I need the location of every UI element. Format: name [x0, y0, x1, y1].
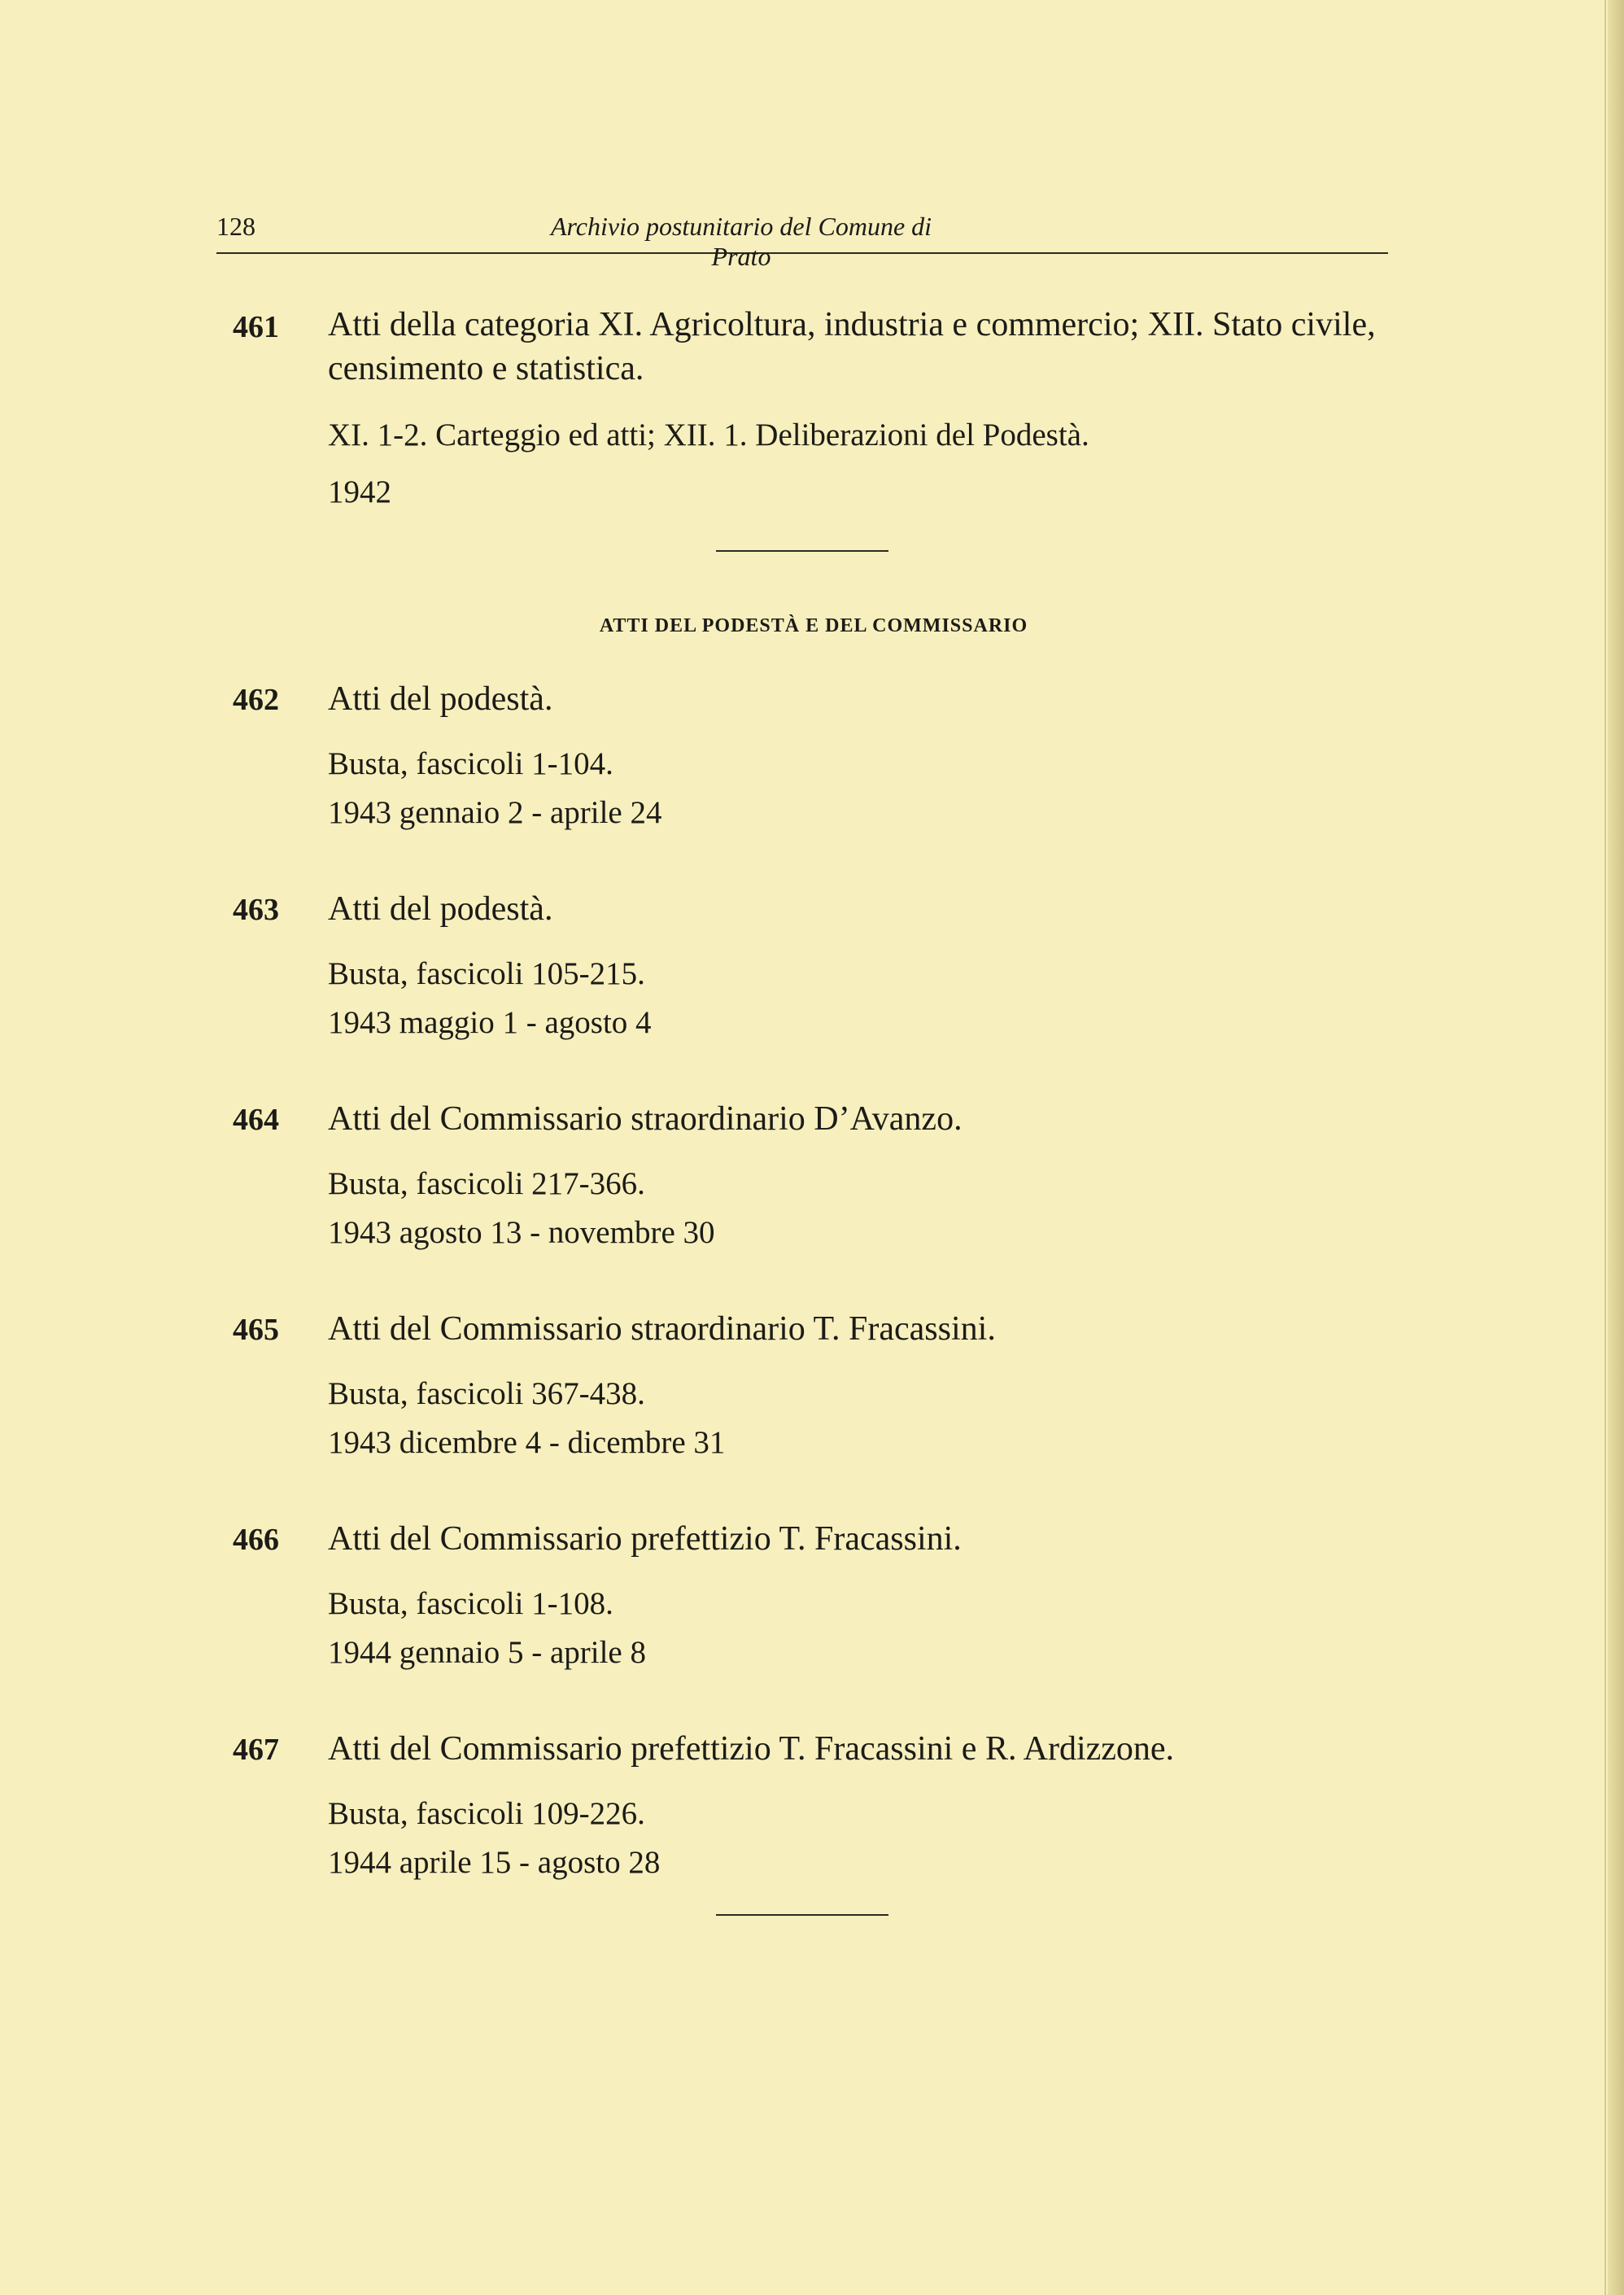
entry-number: 461: [233, 310, 279, 344]
section-heading: ATTI DEL PODESTÀ E DEL COMMISSARIO: [599, 615, 1028, 636]
entry-description: XI. 1-2. Carteggio ed atti; XII. 1. Deliberazioni del Podestà.: [328, 417, 1089, 452]
entry-number: 465: [233, 1313, 279, 1347]
entry-date: 1944 gennaio 5 - aprile 8: [328, 1635, 646, 1670]
entry-number: 466: [233, 1523, 279, 1557]
entry-title: Atti del Commissario prefettizio T. Fracassini.: [328, 1520, 962, 1558]
entry-description: Busta, fascicoli 1-104.: [328, 746, 613, 781]
entry-title: Atti del podestà.: [328, 680, 553, 718]
entry-description: Busta, fascicoli 217-366.: [328, 1166, 645, 1201]
entry-date: 1943 gennaio 2 - aprile 24: [328, 795, 662, 830]
entry-number: 467: [233, 1733, 279, 1767]
entry-title: Atti del podestà.: [328, 890, 553, 928]
entry-date: 1944 aprile 15 - agosto 28: [328, 1845, 661, 1880]
running-title: Archivio postunitario del Comune di Prato: [550, 212, 932, 271]
entry-date: 1943 dicembre 4 - dicembre 31: [328, 1425, 726, 1460]
entry-description: Busta, fascicoli 105-215.: [328, 956, 645, 991]
entry-title: Atti del Commissario prefettizio T. Fracassini e R. Ardizzone.: [328, 1730, 1175, 1768]
entry-title: Atti del Commissario straordinario T. Fracassini.: [328, 1310, 996, 1348]
entry-description: Busta, fascicoli 109-226.: [328, 1796, 645, 1831]
entry-description: Busta, fascicoli 367-438.: [328, 1376, 645, 1411]
page-header: [216, 210, 1388, 271]
entry-date: 1942: [328, 474, 391, 509]
entry-number: 462: [233, 683, 279, 717]
entry-title: Atti del Commissario straordinario D’Avanzo.: [328, 1100, 963, 1138]
entry-description: Busta, fascicoli 1-108.: [328, 1586, 613, 1621]
page-edge: [1608, 0, 1624, 2295]
section-divider: [716, 550, 888, 552]
entry-title: Atti della categoria XI. Agricoltura, industria e commercio; XII. Stato civile, censimento e statistica.: [328, 306, 1376, 387]
end-divider: [716, 1914, 888, 1916]
entry-number: 464: [233, 1103, 279, 1137]
entry-date: 1943 maggio 1 - agosto 4: [328, 1005, 652, 1040]
entry-date: 1943 agosto 13 - novembre 30: [328, 1215, 715, 1250]
entry-number: 463: [233, 893, 279, 927]
page-fold-line: [1604, 0, 1606, 2295]
page-number: 128: [216, 212, 255, 241]
